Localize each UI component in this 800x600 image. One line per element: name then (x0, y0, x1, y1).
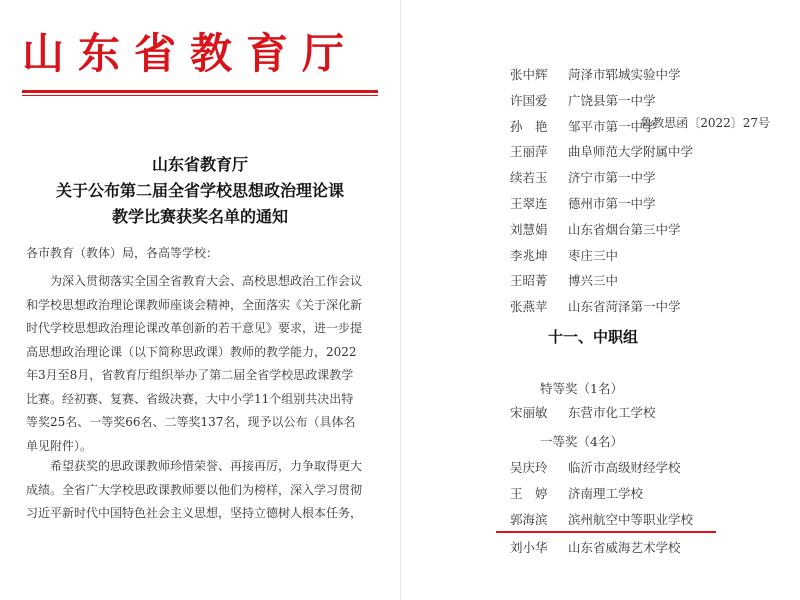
title-line-2: 关于公布第二届全省学校思想政治理论课 (55, 181, 344, 200)
winner-name: 王丽萍 (510, 144, 548, 160)
winner-name: 许国爱 (510, 92, 548, 108)
paragraph-line: 等奖25名、一等奖66名、二等奖137名，现予以公布（具体名 (26, 415, 356, 429)
winner-name: 王 婷 (510, 486, 548, 501)
winner-row (510, 167, 656, 189)
winner-school: 菏泽市郓城实验中学 (568, 67, 681, 82)
body-paragraph-2 (26, 455, 376, 526)
paragraph-line: 习近平新时代中国特色社会主义思想，坚持立德树人根本任务， (26, 506, 363, 520)
winner-row (510, 270, 618, 292)
winner-school: 枣庄三中 (568, 247, 619, 263)
winner-row (510, 296, 681, 318)
winner-school: 滨州航空中等职业学校 (568, 512, 694, 527)
winner-row (510, 219, 681, 241)
winner-school: 博兴三中 (568, 273, 619, 289)
winner-name: 李兆坤 (510, 247, 548, 263)
document-number: 鲁教思函〔2022〕27号 (640, 116, 770, 130)
winner-row (510, 402, 656, 424)
winner-row (510, 537, 681, 559)
page-divider (400, 0, 401, 600)
winner-school: 济宁市第一中学 (568, 170, 656, 186)
section-heading-vocational: 十一、中职组 (548, 328, 639, 346)
paragraph-line: 年3月至8月，省教育厅组织举办了第二届全省学校思政课教学 (26, 368, 354, 382)
winner-row (510, 245, 618, 267)
winner-school: 德州市第一中学 (568, 196, 656, 211)
title-line-3: 教学比赛获奖名单的通知 (111, 207, 288, 226)
paragraph-line: 为深入贯彻落实全国全省教育大会、高校思想政治工作会议 (26, 274, 363, 288)
winner-row (510, 116, 656, 138)
paragraph-line: 时代学校思想政治理论课改革创新的若干意见》要求，进一步提 (26, 321, 363, 335)
paragraph-line: 成绩。全省广大学校思政课教师要以他们为榜样，深入学习贯彻 (26, 482, 363, 497)
winner-name: 郭海滨 (510, 512, 548, 527)
winner-name: 张燕苹 (510, 299, 548, 315)
winner-name: 刘小华 (510, 540, 548, 555)
winner-name: 刘慧娟 (510, 221, 548, 237)
paragraph-line: 和学校思想政治理论课教师座谈会精神，全面落实《关于深化新 (26, 297, 363, 312)
winner-school: 曲阜师范大学附属中学 (568, 144, 694, 160)
letterhead-rule-thick (22, 90, 378, 93)
winner-row-highlighted (510, 509, 693, 531)
winner-school: 临沂市高级财经学校 (568, 460, 681, 475)
paragraph-line: 单见附件）。 (26, 438, 93, 453)
winner-row (510, 141, 693, 163)
winner-name: 孙 艳 (510, 118, 548, 134)
salutation: 各市教育（教体）局，各高等学校： (26, 246, 219, 260)
winner-school: 山东省威海艺术学校 (568, 540, 681, 555)
letterhead-title: 山东省教育厅 (22, 29, 359, 78)
paragraph-line: 高思想政治理论课（以下简称思政课）教师的教学能力，2022 (26, 344, 357, 359)
winner-school: 山东省菏泽第一中学 (568, 299, 681, 315)
winner-name: 吴庆玲 (510, 460, 548, 475)
winner-name: 张中辉 (510, 67, 548, 82)
winner-name: 王昭菁 (510, 273, 548, 289)
winner-row (510, 193, 656, 215)
paragraph-line: 希望获奖的思政课教师珍惜荣誉、再接再厉，力争取得更大 (26, 459, 363, 473)
winner-row (510, 64, 681, 86)
winner-school: 山东省烟台第三中学 (568, 221, 681, 237)
highlight-underline (496, 531, 716, 533)
winner-row (510, 483, 643, 505)
winner-row (510, 457, 681, 479)
letterhead-rule-thin (22, 95, 378, 96)
paragraph-line: 比赛。经初赛、复赛、省级决赛，大中小学11个组别共决出特 (26, 391, 354, 406)
winner-school: 广饶县第一中学 (568, 92, 656, 108)
notice-title (22, 152, 378, 230)
special-award-heading: 特等奖（1名） (540, 381, 623, 396)
winner-name: 宋丽敏 (510, 405, 548, 420)
winner-row (510, 90, 656, 112)
winner-school: 邹平市第一中学 (568, 118, 656, 134)
winner-name: 王翠连 (510, 196, 548, 211)
winner-school: 济南理工学校 (568, 486, 644, 501)
winner-name: 续若玉 (510, 170, 548, 186)
winner-school: 东营市化工学校 (568, 405, 656, 420)
first-award-heading: 一等奖（4名） (540, 434, 623, 449)
body-paragraph-1 (26, 270, 376, 458)
title-line-1: 山东省教育厅 (151, 155, 248, 174)
